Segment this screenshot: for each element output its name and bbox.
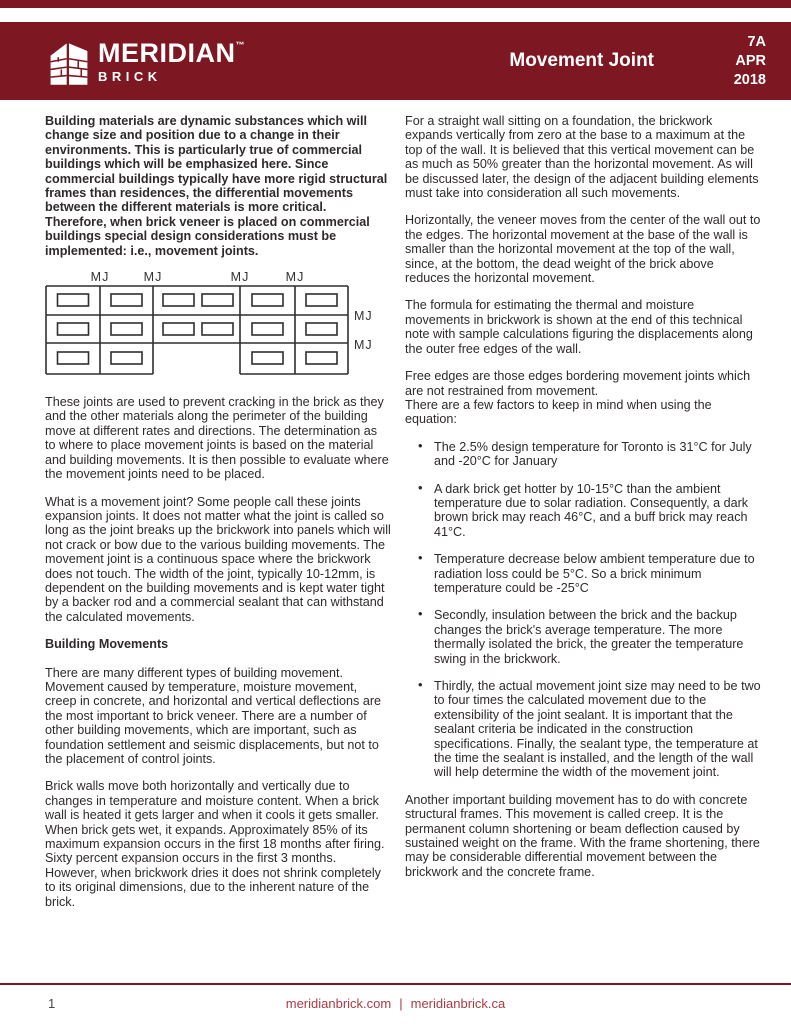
footer-links <box>0 996 791 1011</box>
logo-subtitle: BRICK <box>98 68 162 84</box>
factor-insulation: Secondly, insulation between the brick and the backup changes the brick's average temperature. The more thermally isolated the brick, the greater the temperature swing in the brickwork. <box>434 608 744 666</box>
link-meridianbrick-ca[interactable]: meridianbrick.ca <box>410 996 506 1011</box>
document-title: Movement Joint <box>509 50 654 71</box>
movement-joint-diagram <box>45 271 391 383</box>
brick-building-icon <box>46 35 92 87</box>
bullet-icon: • <box>418 677 423 692</box>
section-heading-building-movements: Building Movements <box>45 637 169 652</box>
paragraph-joints-purpose: These joints are used to prevent cracking in the brick as they and the other materials along the perimeter of the building move at different rates and directions. The determination as to where to place movement joints is based on the material and building movements. It is then possible to evaluate where the movement joints need to be placed. <box>45 395 389 482</box>
bullet-icon: • <box>418 437 423 453</box>
logo-wordmark <box>98 37 245 84</box>
list-item <box>405 552 762 595</box>
header-band <box>0 22 791 100</box>
bullet-icon: • <box>418 479 423 495</box>
left-column <box>45 114 391 922</box>
paragraph-what-is-mj: What is a movement joint? Some people call these joints expansion joints. It does not matter what the joint is called so long as the joint breaks up the brickwork into panels which will not crack or bow due to the various building movements. The movement joint is a continuous space where the brickwork does not touch. The width of the joint, typically 10-12mm, is dependent on the building movements and is kept water tight by a backer rod and a commercial sealant that can withstand the calculated movements. <box>45 494 391 624</box>
list-item <box>405 437 762 469</box>
paragraph-equation-factors: There are a few factors to keep in mind when using the equation: <box>405 397 712 427</box>
right-column <box>405 114 762 922</box>
paragraph-brick-expansion: Brick walls move both horizontally and vertically due to changes in temperature and moisture content. When a brick wall is heated it gets larger and when it cools it gets smaller. When brick gets wet, it expands. Approximately 85% of its maximum expansion occurs in the first 18 months after firing. Sixty percent expansion occurs in the first 3 months. However, when brickwork dries it does not shrink completely to its original dimensions, due to the inherent nature of the brick. <box>45 779 385 909</box>
bullet-icon: • <box>418 606 423 622</box>
factor-dark-brick-heat: A dark brick get hotter by 10-15°C than the ambient temperature due to solar radiation. Consequently, a dark brown brick may reach 46°C, and a buff brick may reach 41°C. <box>434 481 749 539</box>
paragraph-formula: The formula for estimating the thermal and moisture movements in brickwork is shown at the end of this technical note with sample calculations figuring the displacements along the outer free edges of the wall. <box>405 298 753 356</box>
paragraph-vertical-expansion: For a straight wall sitting on a foundation, the brickwork expands vertically from zero at the base to a maximum at the top of the wall. It is believed that this vertical movement can be as much as 50% greater than the horizontal movement. As will be discussed later, the design of the adjacent building elements must take into consideration all such movements. <box>405 114 759 201</box>
meridian-brick-logo <box>46 35 245 87</box>
paragraph-movement-types: There are many different types of building movement. Movement caused by temperature, moisture movement, creep in concrete, and horizontal and vertical deflections are the most important to brick veneer. There are a number of other building movements, which are important, such as foundation settlement and seismic displacements, but not to the placement of control joints. <box>45 665 382 766</box>
mj-label-side-1: MJ <box>354 309 373 324</box>
mj-label-top-2: MJ <box>143 271 163 285</box>
page-number: 1 <box>48 996 56 1011</box>
footer-link-separator: | <box>399 996 403 1011</box>
document-body <box>45 114 762 922</box>
link-meridianbrick-com[interactable]: meridianbrick.com <box>285 996 392 1011</box>
mj-label-top-3: MJ <box>230 271 250 285</box>
doc-code: 7A <box>747 33 766 50</box>
mj-label-top-4: MJ <box>285 271 305 285</box>
paragraph-horizontal-movement: Horizontally, the veneer moves from the center of the wall out to the edges. The horizontal movement at the base of the wall is smaller than the horizontal movement at the top of the wall, since, at the bottom, the dead weight of the brick above reduces the horizontal movement. <box>405 213 761 286</box>
doc-year: 2018 <box>733 71 766 88</box>
logo-name: MERIDIAN™ <box>98 37 245 68</box>
wall-panel-lines <box>46 286 348 374</box>
intro-paragraph: Building materials are dynamic substances which will change size and position due to a change in their environments. This is particularly true of commercial buildings which will be emphasized here. Since commercial buildings typically have more rigid structural frames than residences, the differential movements between the different materials is more critical. Therefore, when brick veneer is placed on commercial buildings special design considerations must be implemented: i.e., movement joints. <box>45 114 388 258</box>
bullet-icon: • <box>418 550 423 566</box>
top-accent-bar <box>0 0 791 8</box>
factors-list <box>405 437 762 780</box>
paragraph-free-edges: Free edges are those edges bordering movement joints which are not restrained from movement. <box>405 369 751 398</box>
list-item <box>405 679 762 780</box>
mj-label-top-1: MJ <box>90 271 110 285</box>
list-item <box>405 479 762 540</box>
factor-joint-size: Thirdly, the actual movement joint size may need to be two to four times the calculated movement due to the extensibility of the joint sealant. It is important that the sealant criteria be indicated in the construction specifications. Finally, the sealant type, the temperature at the time the sealant is installed, and the length of the wall will help determine the width of the movement joint. <box>434 679 761 780</box>
factor-design-temperature: The 2.5% design temperature for Toronto is 31°C for July and -20°C for January <box>434 439 752 469</box>
paragraph-creep: Another important building movement has to do with concrete structural frames. This movement is called creep. It is the permanent column shortening or beam deflection caused by sustained weight on the frame. With the frame shortening, there may be considerable differential movement between the brickwork and the concrete frame. <box>405 792 760 879</box>
factor-radiation-loss: Temperature decrease below ambient temperature due to radiation loss could be 5°C. So a brick minimum temperature could be -25°C <box>434 552 755 595</box>
trademark-symbol: ™ <box>235 39 245 50</box>
list-item <box>405 608 762 666</box>
document-meta <box>722 33 766 90</box>
doc-month: APR <box>735 52 766 69</box>
mj-label-side-2: MJ <box>354 338 373 353</box>
page-footer <box>0 983 791 1019</box>
